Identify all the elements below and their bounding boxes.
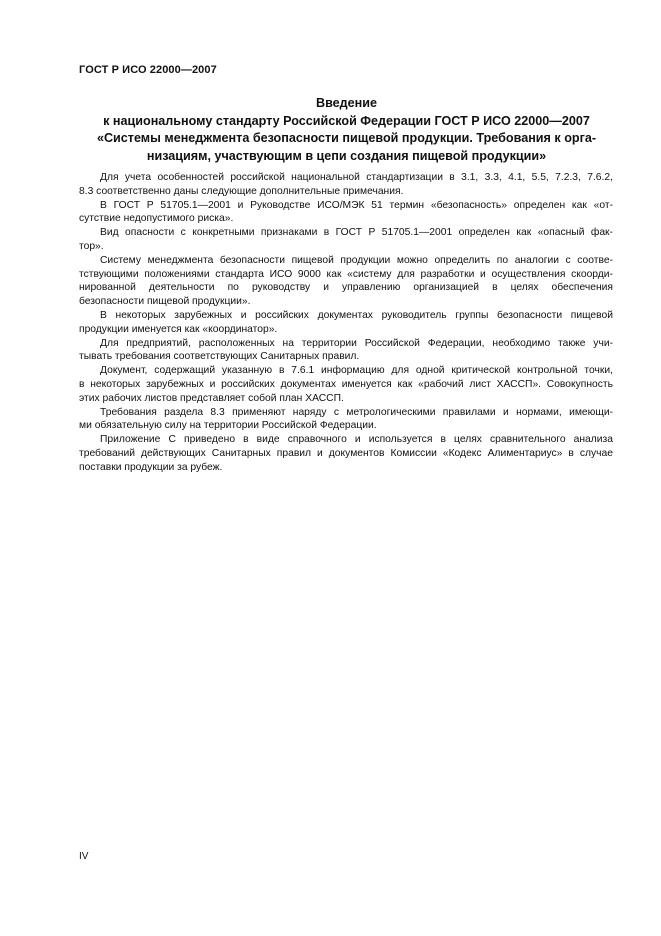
title-line: низациям, участвующим в цепи создания пищевой продукции»	[146, 148, 547, 163]
title-line: к национальному стандарту Российской Федерации ГОСТ Р ИСО 22000—2007	[103, 113, 590, 128]
introduction-title	[79, 95, 614, 165]
body-line: Систему менеджмента безопасности пищевой продукции можно определить по аналогии с соотве-	[100, 254, 613, 266]
body-line: поставки продукции за рубеж.	[79, 461, 223, 473]
body-line: продукции именуется как «координатор».	[79, 323, 278, 335]
page-number: IV	[79, 851, 89, 862]
body-line: в некоторых зарубежных и российских документах именуется как «рабочий лист ХАССП». Совокупность	[79, 378, 613, 390]
body-line: тывать требования соответствующих Санитарных правил.	[79, 351, 360, 363]
body-line: В ГОСТ Р 51705.1—2001 и Руководстве ИСО/МЭК 51 термин «безопасность» определен как «от-	[100, 199, 613, 211]
body-line: Вид опасности с конкретными признаками в ГОСТ Р 51705.1—2001 определен как «опасный фак-	[100, 227, 613, 239]
body-line: тствующими положениями стандарта ИСО 9000 как «систему для разработки и осуществления скоорди-	[79, 268, 613, 280]
title-line: «Системы менеджмента безопасности пищевой продукции. Требования к орга-	[96, 131, 597, 145]
body-line: этих рабочих листов представляет собой план ХАССП.	[79, 392, 344, 404]
body-line: ми обязательную силу на территории Российской Федерации.	[79, 420, 377, 432]
title-line: Введение	[315, 96, 378, 110]
body-line: Требования раздела 8.3 применяют наряду с метрологическими правилами и нормами, имеющи-	[100, 406, 613, 418]
body-line: Приложение С приведено в виде справочного и используется в целях сравнительного анализа	[100, 434, 613, 446]
body-line: Документ, содержащий указанную в 7.6.1 информацию для одной критической контрольной точки,	[100, 365, 613, 377]
standard-code-header: ГОСТ Р ИСО 22000—2007	[79, 64, 217, 76]
body-line: Для учета особенностей российской национальной стандартизации в 3.1, 3.3, 4.1, 5.5, 7.2.3, 7.6.2,	[100, 172, 613, 183]
body-line: сутствие недопустимого риска».	[79, 213, 234, 225]
body-line: В некоторых зарубежных и российских документах руководитель группы безопасности пищевой	[100, 309, 613, 321]
introduction-body	[79, 171, 613, 475]
body-line: 8.3 соответственно даны следующие дополнительные примечания.	[79, 185, 404, 197]
body-line: Для предприятий, расположенных на территории Российской Федерации, необходимо также учи-	[100, 337, 613, 349]
body-line: тор».	[79, 240, 104, 252]
body-line: безопасности пищевой продукции».	[79, 296, 251, 308]
body-line: требований действующих Санитарных правил и документов Комиссии «Кодекс Алиментариус» в случае	[79, 447, 613, 459]
body-line: нированной деятельности по руководству и управлению организацией в целях обеспечения	[79, 282, 613, 294]
